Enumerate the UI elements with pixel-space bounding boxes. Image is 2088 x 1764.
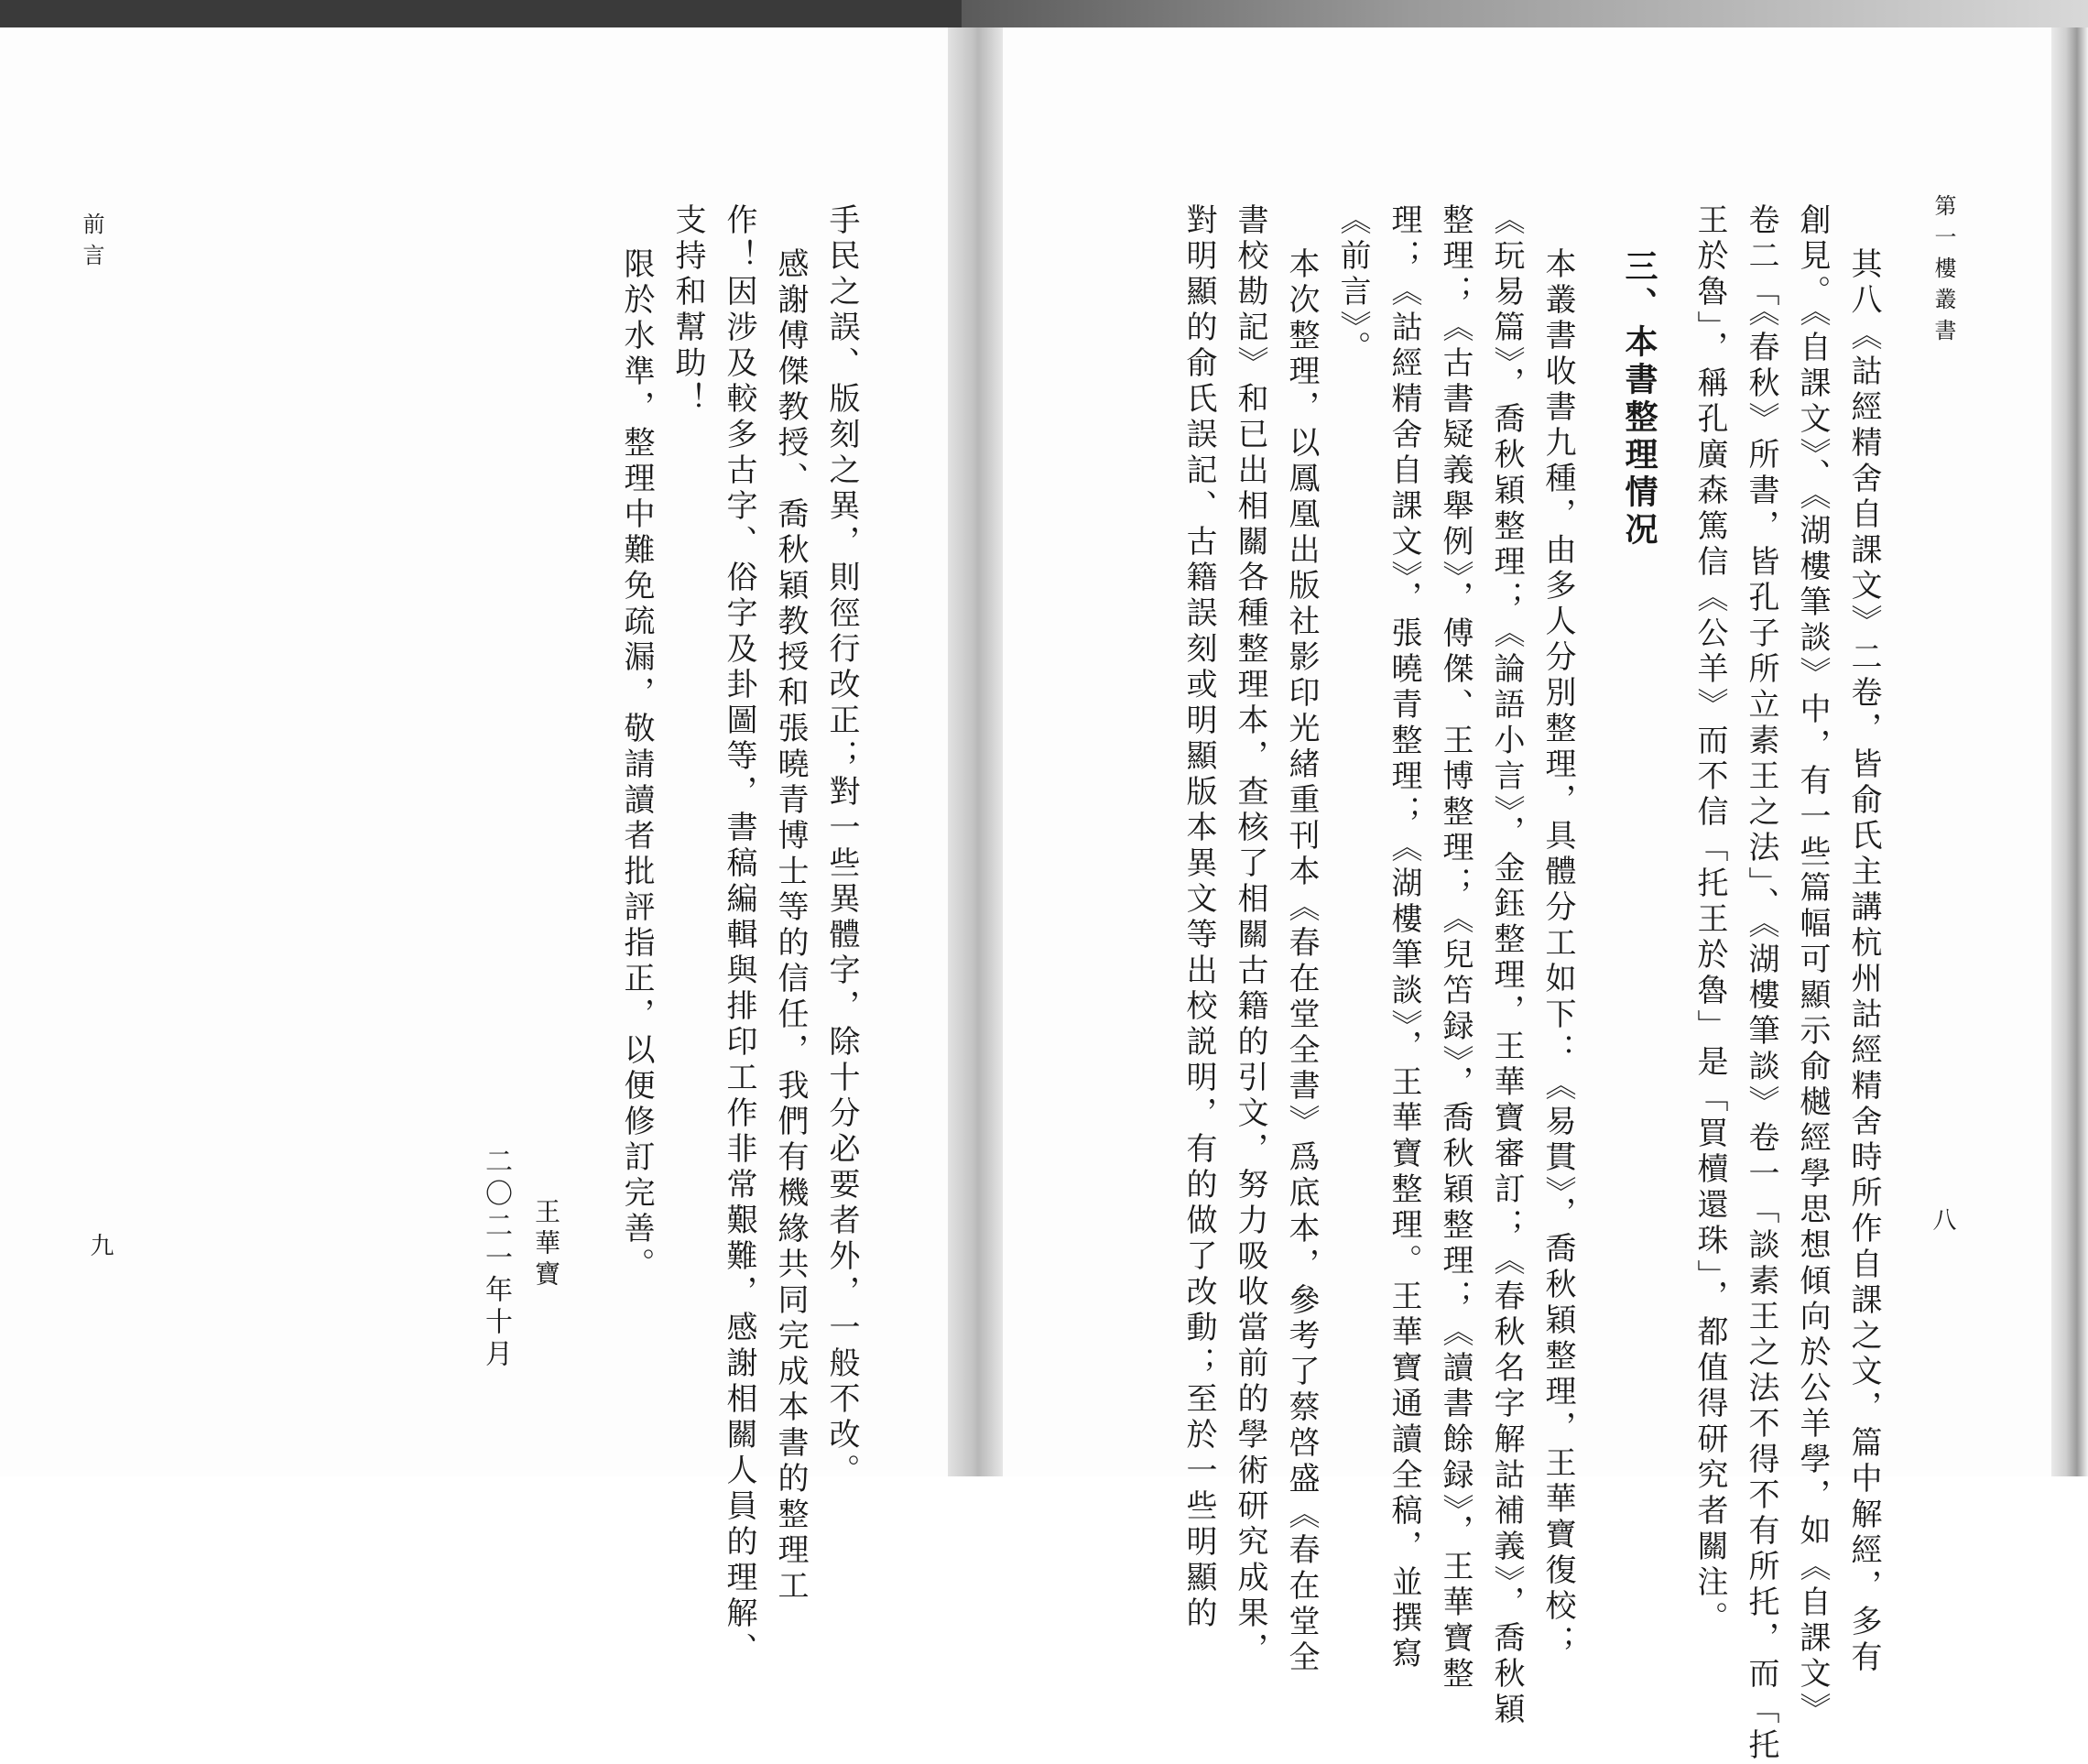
right-text-line-6: 本叢書收書九種，由多人分別整理，具體分工如下：《易貫》，喬秋穎整理，王華寶復校； [1539,247,1576,1661]
book-gutter [948,27,1003,1476]
book-page-edge [2051,27,2088,1476]
left-text-line-1: 手民之誤、版刻之異，則徑行改正；對一些異體字，除十分必要者外，一般不改。 [823,203,860,1489]
right-text-line-11: 本次整理，以鳳凰出版社影印光緒重刊本《春在堂全書》爲底本，參考了蔡啓盛《春在堂全 [1283,247,1320,1676]
right-text-line-3: 卷二「《春秋》所書，皆孔子所立素王之法」、《湖樓筆談》卷一「談素王之法不得不有所托，而「托 [1743,203,1779,1764]
scanner-shadow-top [0,0,2088,27]
signature-date: 二〇二一年十月 [480,1147,512,1371]
right-text-line-12: 書校勘記》和已出相關各種整理本，查核了相關古籍的引文，努力吸收當前的學術研究成果， [1232,203,1268,1668]
right-text-line-7: 《玩易篇》，喬秋穎整理；《論語小言》，金鈺整理，王華寶審訂；《春秋名字解詁補義》，喬秋穎 [1488,203,1525,1728]
right-text-line-2: 創見。《自課文》、《湖樓筆談》中，有一些篇幅可顯示俞樾經學思想傾向於公羊學，如《自課文》 [1794,203,1831,1728]
running-head-left: 前言 [79,212,104,275]
page-number-right: 八 [1929,1207,1956,1236]
left-text-line-5: 限於水準，整理中難免疏漏，敬請讀者批評指正，以便修訂完善。 [618,247,655,1283]
page-number-left: 九 [86,1233,114,1261]
right-text-line-13: 對明顯的俞氏誤記、古籍誤刻或明顯版本異文等出校説明，有的做了改動；至於一些明顯的 [1180,203,1217,1632]
left-text-line-2: 感謝傅傑教授、喬秋穎教授和張曉青博士等的信任，我們有機緣共同完成本書的整理工 [772,247,809,1605]
section-heading: 三、本書整理情况 [1620,249,1658,550]
signature-name: 王華寶 [531,1198,561,1291]
right-text-line-4: 王於魯」，稱孔廣森篤信《公羊》而不信「托王於魯」是「買櫝還珠」，都值得研究者關注。 [1691,203,1728,1637]
right-text-line-8: 整理；《古書疑義舉例》，傅傑、王博整理；《兒笘録》，喬秋穎整理；《讀書餘録》，王華寶整 [1437,203,1474,1693]
right-text-line-1: 其八《詁經精舍自課文》二卷，皆俞氏主講杭州詁經精舍時所作自課之文，篇中解經，多有 [1845,247,1882,1676]
right-page [1003,27,2051,1476]
running-head-right: 第一樓叢書 [1930,194,1956,350]
left-text-line-4: 支持和幫助！ [669,203,706,418]
right-text-line-10: 《前言》。 [1334,203,1371,366]
right-text-line-9: 理；《詁經精舍自課文》，張曉青整理；《湖樓筆談》，王華寶整理。王華寶通讀全稿，並撰寫 [1386,203,1422,1672]
left-text-line-3: 作！因涉及較多古字、俗字及卦圖等，書稿編輯與排印工作非常艱難，感謝相關人員的理解、 [721,203,757,1668]
